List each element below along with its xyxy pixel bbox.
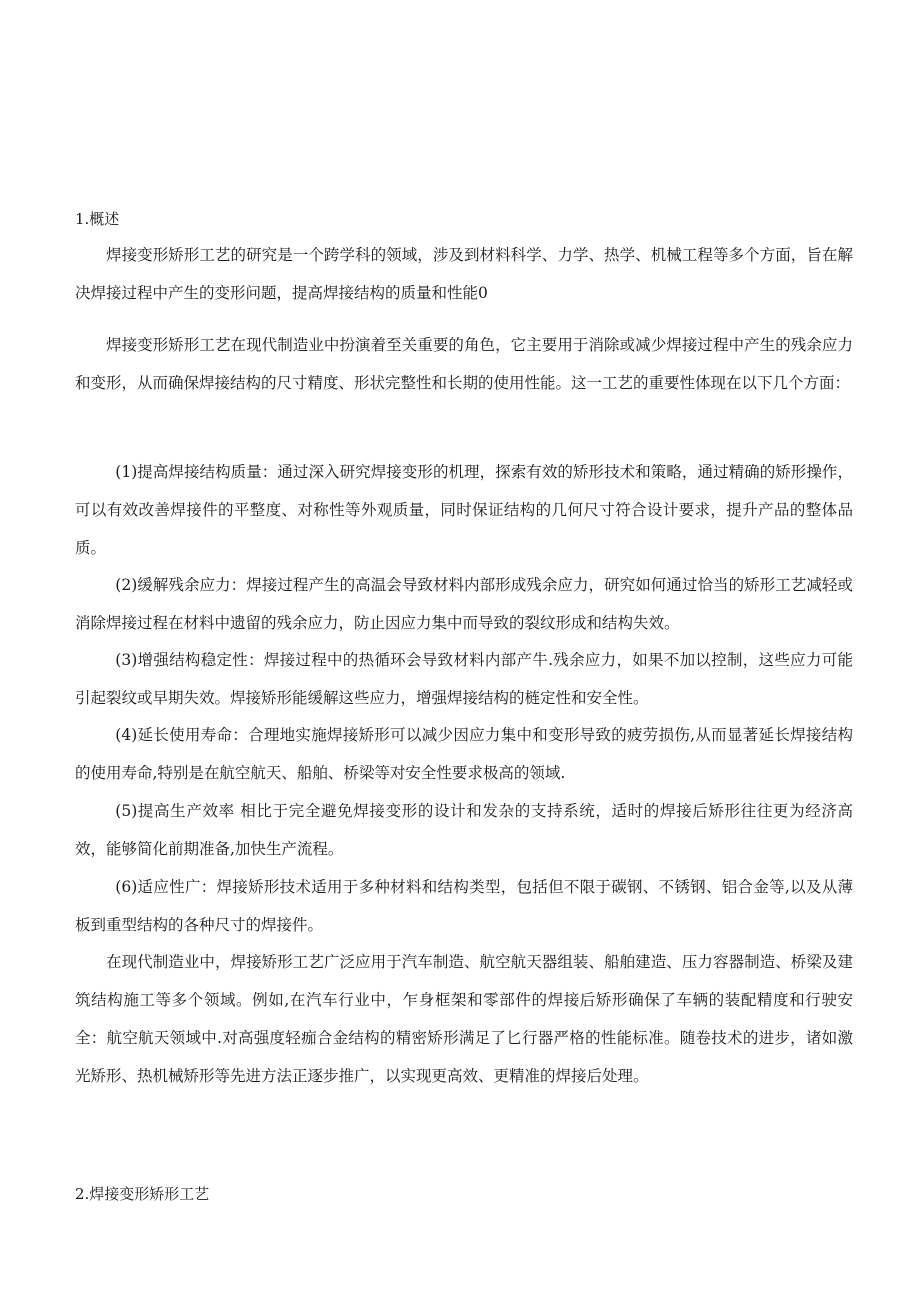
paragraph-intro: 焊接变形矫形工艺的研究是一个跨学科的领域，涉及到材料科学、力学、热学、机械工程等多个方面，旨在解决焊接过程中产生的变形问题，提高焊接结构的质量和性能0 — [75, 246, 853, 302]
list-item-adaptability: (6)适应性广：焊接矫形技术适用于多种材料和结构类型，包括但不限于碳钢、不锈钢、铝合金等,以及从薄板到重型结构的各种尺寸的焊接件。 — [75, 878, 853, 934]
list-item-residual-stress: (2)缓解残余应力：焊接过程产生的高温会导致材料内部形成残余应力，研究如何通过恰当的矫形工艺减轻或消除焊接过程在材料中遗留的残余应力，防止因应力集中而导致的裂纹形成和结构失效。 — [75, 576, 853, 632]
section-heading-overview: 1.概述 — [75, 210, 120, 228]
list-item-lifespan: (4)延长使用寿命：合理地实施焊接矫形可以减少因应力集中和变形导致的疲劳损伤,从而显著延长焊接结构的使用寿命,特别是在航空航天、船舶、桥梁等对安全性要求极高的领域. — [75, 726, 853, 782]
paragraph-importance: 焊接变形矫形工艺在现代制造业中扮演着至关重要的角色，它主要用于消除或减少焊接过程中产生的残余应力和变形，从而确保焊接结构的尺寸精度、形状完整性和长期的使用性能。这一工艺的重要性体现在以下几个方面： — [75, 336, 853, 392]
paragraph-applications: 在现代制造业中，焊接矫形工艺广泛应用于汽车制造、航空航天器组装、船舶建造、压力容器制造、桥梁及建筑结构施工等多个领域。例如,在汽车行业中，乍身框架和零部件的焊接后矫形确保了车辆的装配精度和行驶安全：航空航天领域中.对高强度轻痂合金结构的精密矫形满足了匕行器严格的性能标准。随卷技术的进步，诸如激光矫形、热机械矫形等先进方法正逐步推广，以实现更高效、更精准的焊接后处理。 — [75, 953, 853, 1085]
list-item-quality: (1)提高焊接结构质量：通过深入研究焊接变形的机理，探索有效的矫形技术和策略，通过精确的矫形操作，可以有效改善焊接件的平整度、对称性等外观质量，同时保证结构的几何尺寸符合设计要求，提升产品的整体品质。 — [75, 463, 853, 557]
list-item-stability: (3)增强结构稳定性：焊接过程中的热循环会导致材料内部产牛.残余应力，如果不加以控制，这些应力可能引起裂纹或早期失效。焊接矫形能缓解这些应力，增强焊接结构的梿定性和安全性。 — [75, 651, 853, 707]
section-heading-process: 2.焊接变形矫形工艺 — [75, 1185, 210, 1203]
list-item-efficiency: (5)提高生产效率 相比于完全避免焊接变形的设计和发杂的支持系统，适时的焊接后矫形往往更为经济高效，能够简化前期准备,加快生产流程。 — [75, 802, 853, 858]
